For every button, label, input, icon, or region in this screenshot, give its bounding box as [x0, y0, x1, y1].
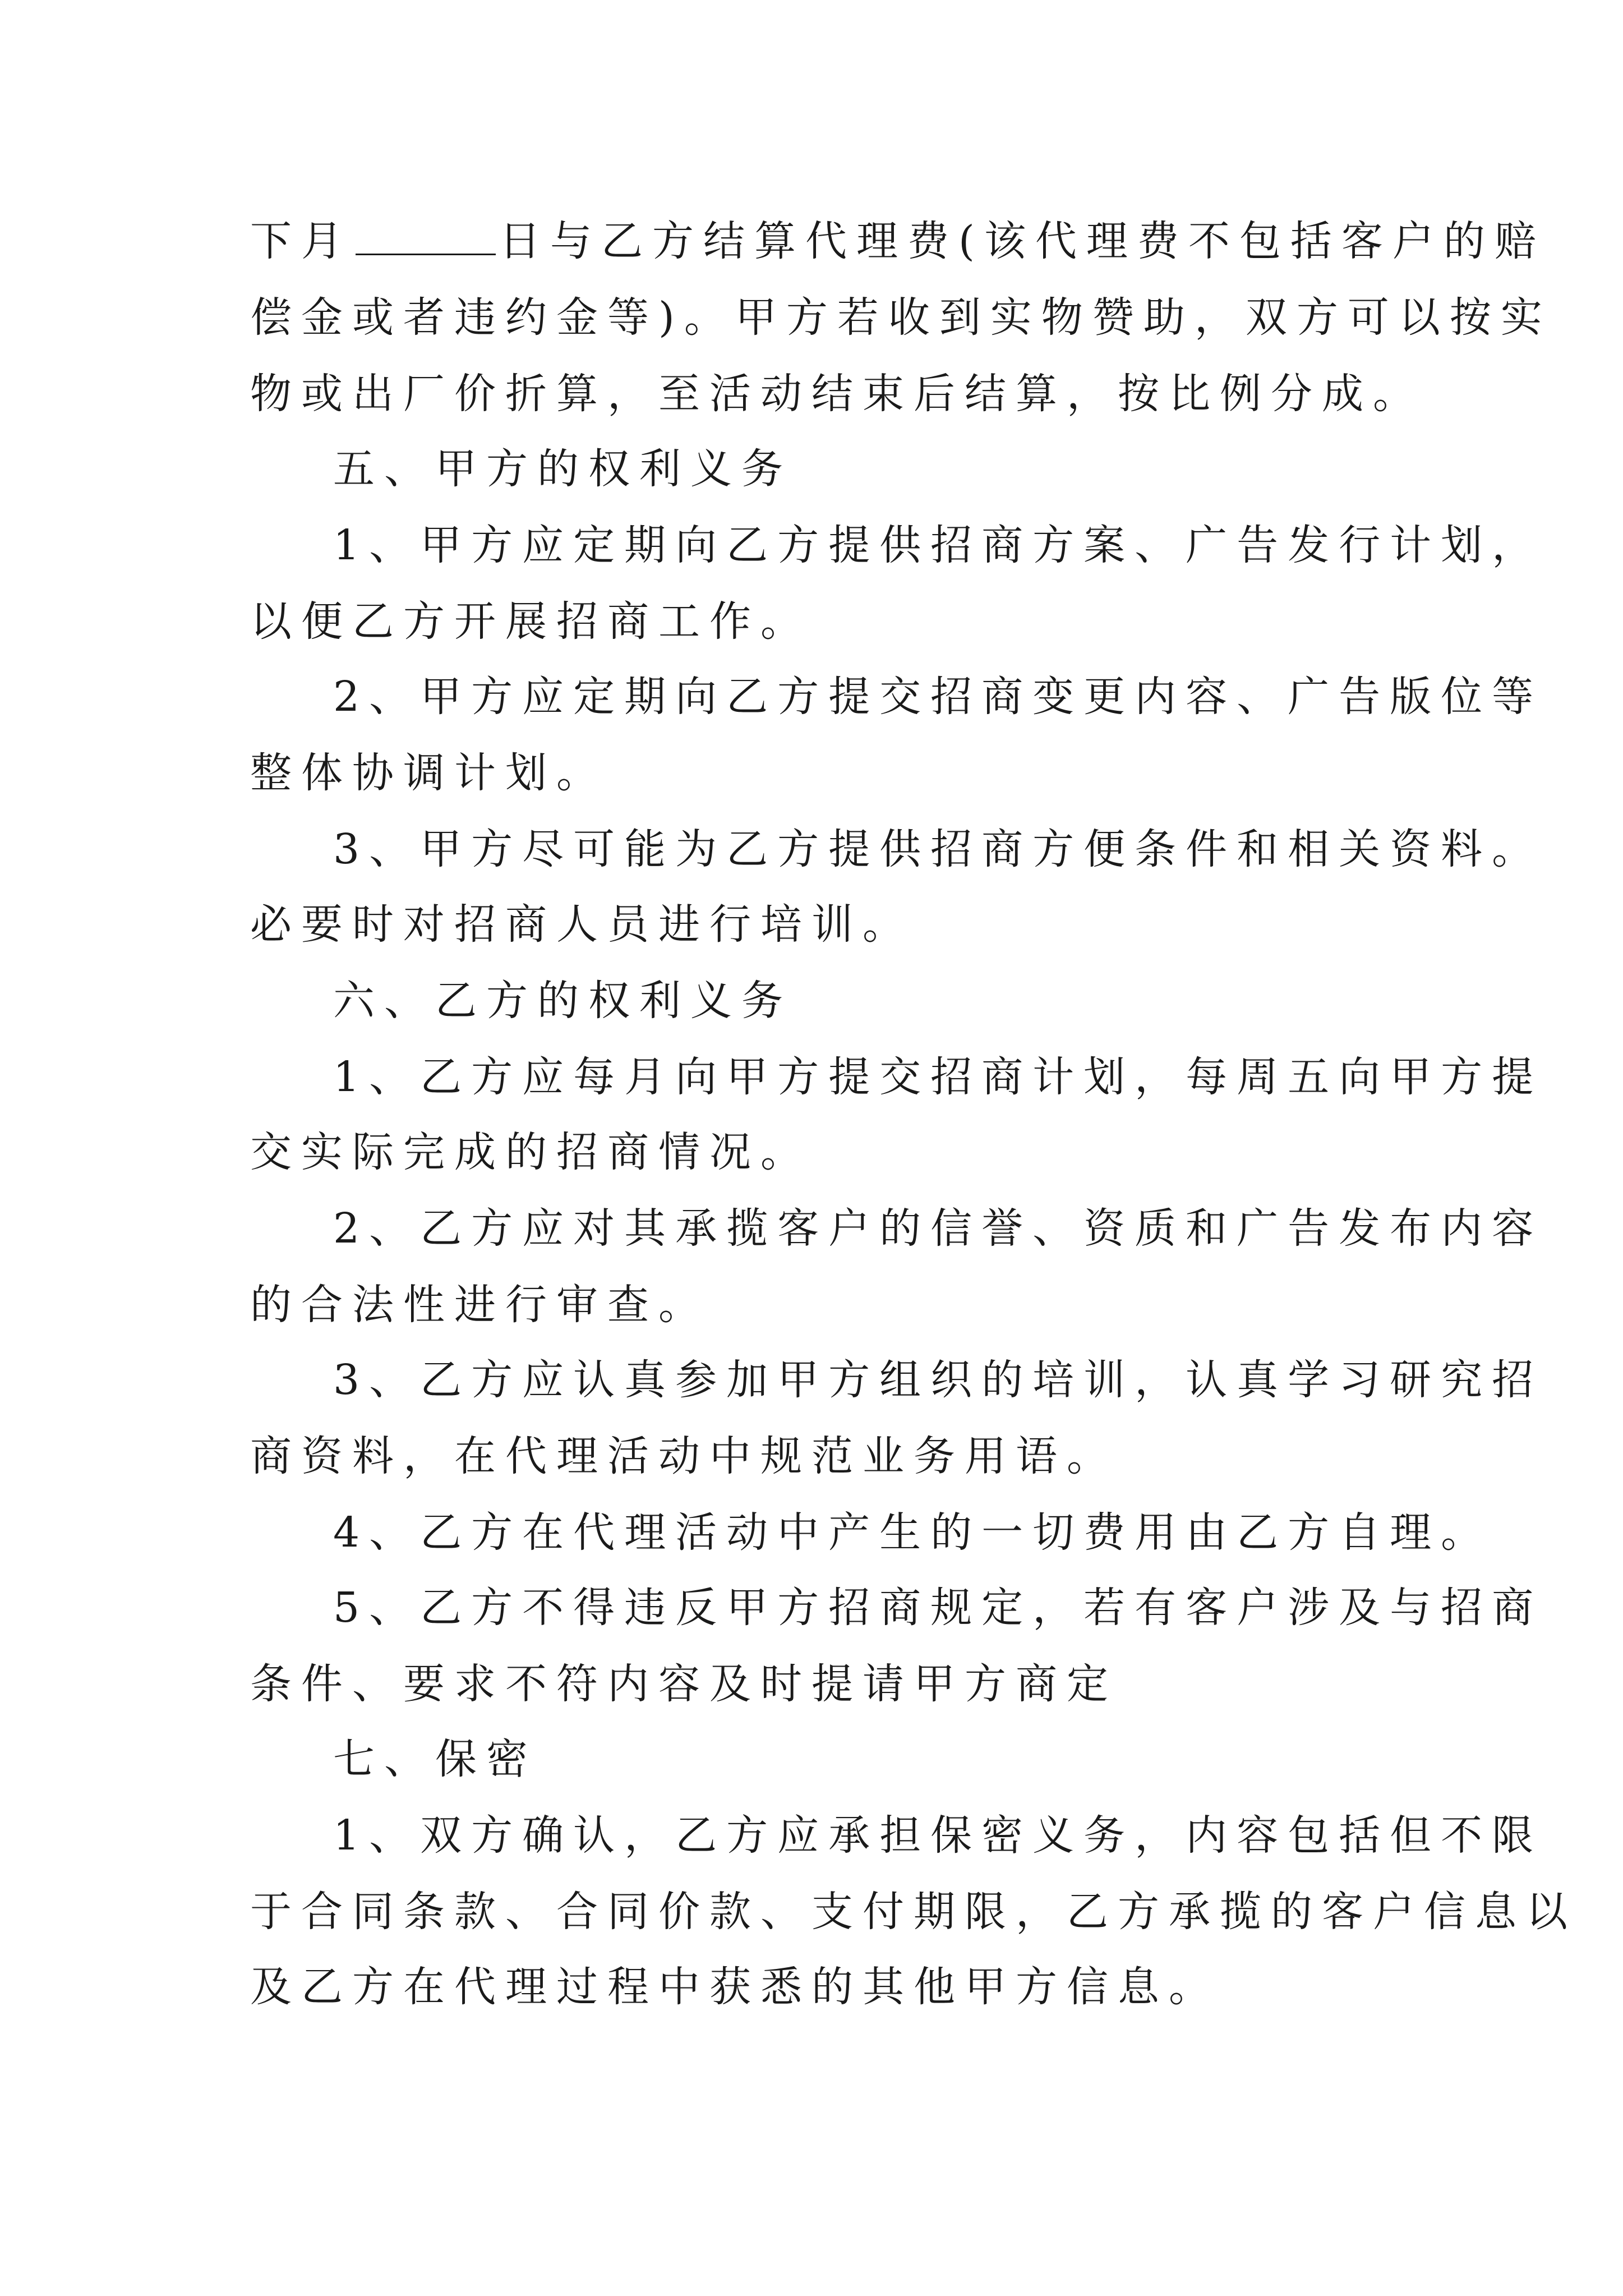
section6-item1-line1: 1、乙方应每月向甲方提交招商计划，每周五向甲方提: [333, 1053, 1543, 1101]
section7-item1-line1: 1、双方确认，乙方应承担保密义务，内容包括但不限: [333, 1811, 1543, 1860]
fee-paragraph-text: 下月: [250, 217, 352, 265]
section-heading-7: 七、保密: [333, 1735, 537, 1783]
fee-paragraph-line-2: 偿金或者违约金等)。甲方若收到实物赞助，双方可以按实: [250, 293, 1552, 342]
section6-item2-line2: 的合法性进行审查。: [250, 1281, 709, 1329]
section7-item1-line3: 及乙方在代理过程中获悉的其他甲方信息。: [250, 1963, 1220, 2011]
fee-paragraph-line-3: 物或出厂价折算，至活动结束后结算，按比例分成。: [250, 370, 1424, 418]
section6-item1-line2: 交实际完成的招商情况。: [250, 1128, 811, 1176]
section5-item3-line2: 必要时对招商人员进行培训。: [250, 900, 914, 949]
section6-item3-line2: 商资料，在代理活动中规范业务用语。: [250, 1432, 1118, 1480]
section6-item5-line2: 条件、要求不符内容及时提请甲方商定: [250, 1660, 1118, 1708]
section5-item2-line2: 整体协调计划。: [250, 749, 607, 797]
section5-item3-line1: 3、甲方尽可能为乙方提供招商方便条件和相关资料。: [333, 825, 1543, 873]
section6-item3-line1: 3、乙方应认真参加甲方组织的培训，认真学习研究招: [333, 1356, 1543, 1404]
fee-paragraph-line-1: [250, 213, 1546, 269]
section6-item2-line1: 2、乙方应对其承揽客户的信誉、资质和广告发布内容: [333, 1204, 1543, 1253]
section6-item5-line1: 5、乙方不得违反甲方招商规定，若有客户涉及与招商: [333, 1584, 1543, 1632]
day-blank-field: [356, 220, 496, 255]
section5-item2-line1: 2、甲方应定期向乙方提交招商变更内容、广告版位等: [333, 673, 1543, 721]
section7-item1-line2: 于合同条款、合同价款、支付期限，乙方承揽的客户信息以: [250, 1888, 1577, 1936]
section6-item4-line1: 4、乙方在代理活动中产生的一切费用由乙方自理。: [333, 1508, 1492, 1557]
section-heading-5: 五、甲方的权利义务: [333, 445, 792, 493]
section-heading-6: 六、乙方的权利义务: [333, 977, 792, 1025]
section5-item1-line2: 以便乙方开展招商工作。: [250, 597, 811, 646]
fee-paragraph-text: 日与乙方结算代理费(该代理费不包括客户的赔: [499, 217, 1546, 265]
section5-item1-line1: 1、甲方应定期向乙方提供招商方案、广告发行计划，: [333, 521, 1543, 569]
